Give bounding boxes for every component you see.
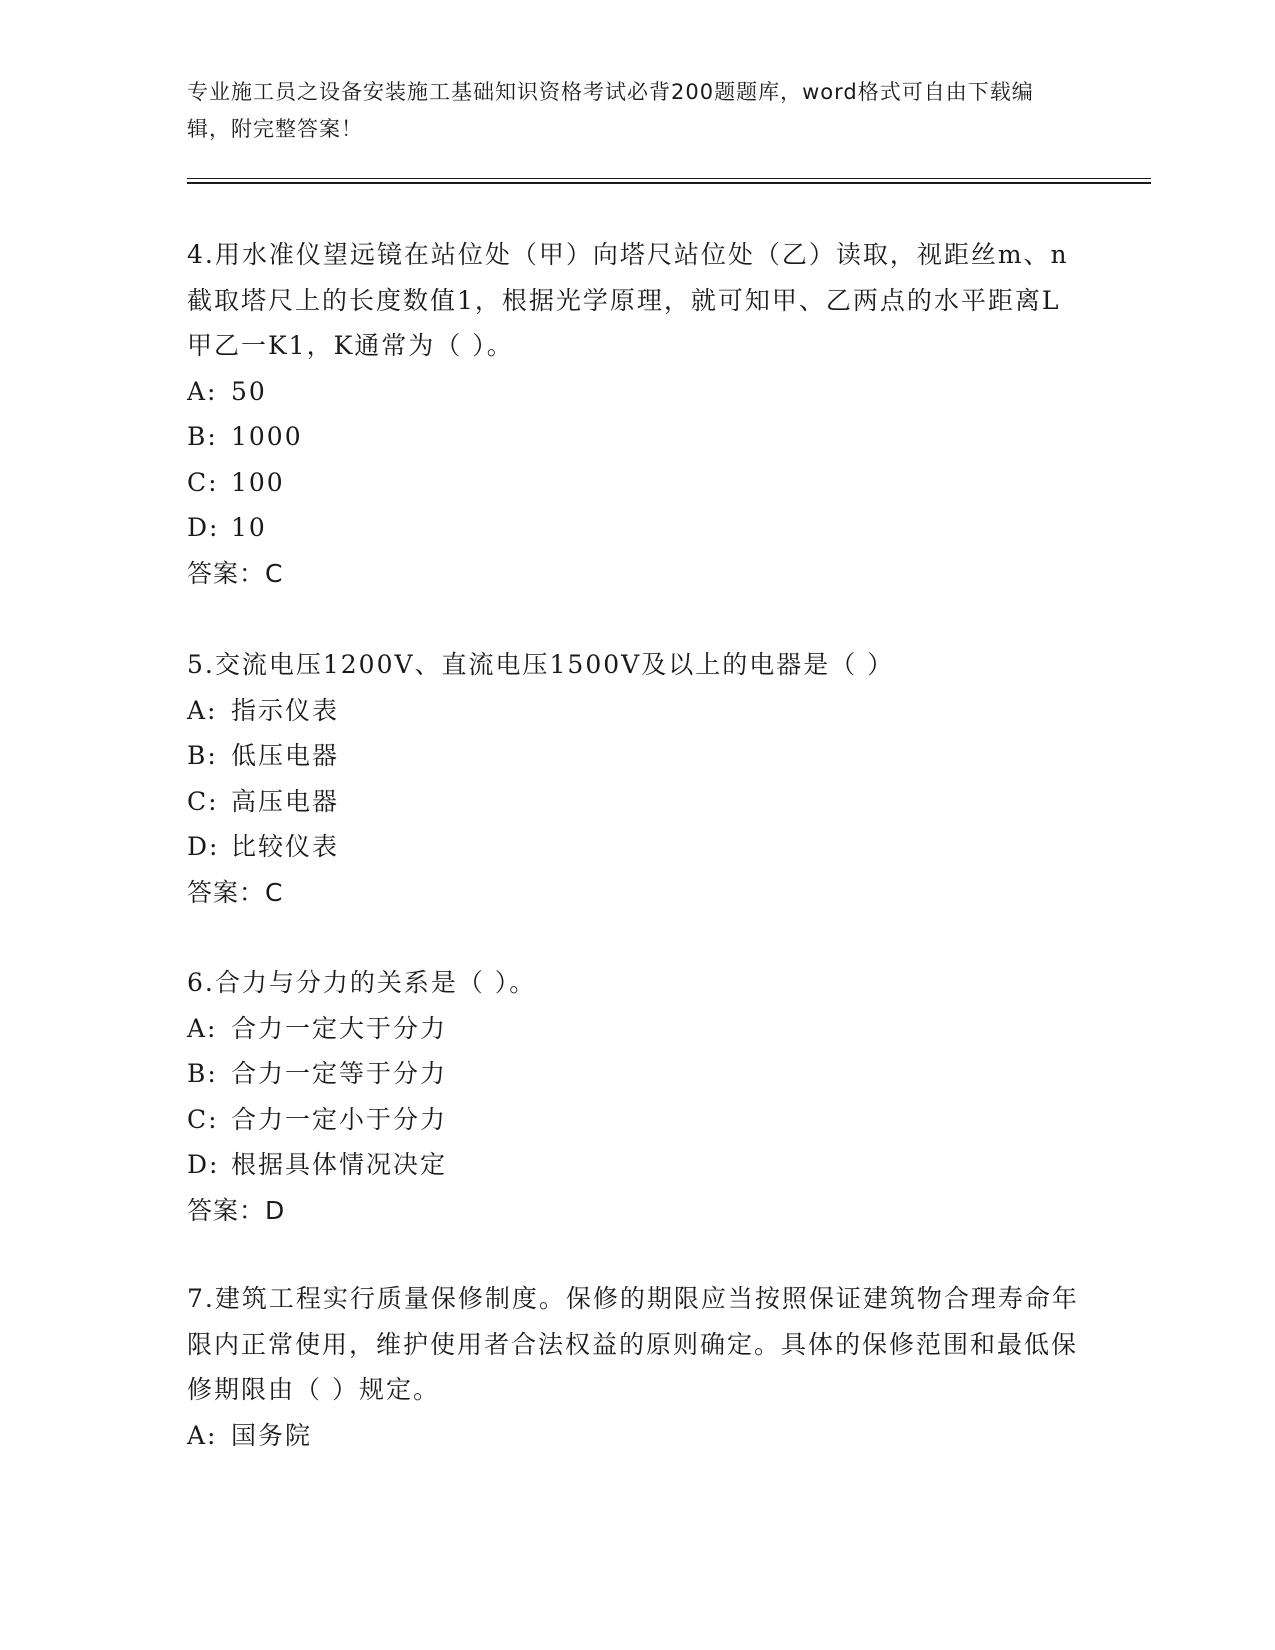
answer: 答案：D [187, 1195, 286, 1225]
option-text: 国务院 [231, 1420, 313, 1450]
option-a [187, 369, 1087, 415]
option-letter: C: [187, 786, 219, 816]
option-letter: A: [187, 1013, 218, 1043]
option-letter: D: [187, 832, 220, 861]
option-text: 根据具体情况决定 [231, 1150, 448, 1179]
option-letter: A: [187, 376, 218, 406]
question-stem: 7.建筑工程实行质量保修制度。保修的期限应当按照保证建筑物合理寿命年限内正常使用，维护使用者合法权益的原则确定。具体的保修范围和最低保修期限由（ ）规定。 [187, 1284, 1079, 1404]
option-letter: C: [187, 467, 219, 497]
option-d [187, 505, 1087, 551]
answer: 答案：C [187, 877, 284, 907]
option-c [187, 1097, 1087, 1143]
question-stem: 4.用水准仪望远镜在站位处（甲）向塔尺站位处（乙）读取，视距丝m、n截取塔尺上的长度数值1，根据光学原理，就可知甲、乙两点的水平距离L甲乙一K1，K通常为（ ）。 [187, 240, 1069, 360]
option-text: 合力一定等于分力 [231, 1059, 448, 1088]
option-letter: B: [187, 1059, 218, 1088]
question-stem: 5.交流电压1200V、直流电压1500V及以上的电器是（ ） [187, 650, 895, 679]
option-text: 50 [231, 376, 267, 406]
option-b [187, 414, 1087, 460]
question-7 [187, 1276, 1087, 1458]
option-text: 100 [231, 467, 285, 497]
option-text: 合力一定小于分力 [231, 1104, 448, 1134]
option-a [187, 1006, 1087, 1052]
option-text: 合力一定大于分力 [231, 1013, 448, 1043]
option-letter: D: [187, 1150, 220, 1179]
option-letter: C: [187, 1104, 219, 1134]
question-5 [187, 642, 1087, 915]
option-b [187, 733, 1087, 779]
option-letter: B: [187, 422, 218, 451]
option-d [187, 1142, 1087, 1188]
answer: 答案：C [187, 558, 284, 588]
option-b [187, 1051, 1087, 1097]
document-header [187, 74, 1067, 148]
option-a [187, 688, 1087, 734]
option-d [187, 824, 1087, 870]
option-text: 10 [231, 513, 267, 542]
question-6 [187, 960, 1087, 1233]
option-letter: B: [187, 741, 218, 770]
option-text: 1000 [231, 422, 303, 451]
option-letter: D: [187, 513, 220, 542]
option-text: 高压电器 [231, 786, 340, 816]
question-stem: 6.合力与分力的关系是（ ）。 [187, 968, 537, 997]
option-text: 低压电器 [231, 741, 340, 770]
option-letter: A: [187, 1420, 218, 1450]
header-text: 专业施工员之设备安装施工基础知识资格考试必背200题题库，word格式可自由下载编辑，附完整答案！ [187, 80, 1034, 141]
option-c [187, 779, 1087, 825]
header-divider-double [187, 182, 1151, 184]
option-text: 指示仪表 [231, 695, 340, 725]
option-letter: A: [187, 695, 218, 725]
option-text: 比较仪表 [231, 832, 340, 861]
question-4 [187, 232, 1087, 596]
option-a [187, 1413, 1087, 1459]
option-c [187, 460, 1087, 506]
header-divider [187, 178, 1151, 179]
